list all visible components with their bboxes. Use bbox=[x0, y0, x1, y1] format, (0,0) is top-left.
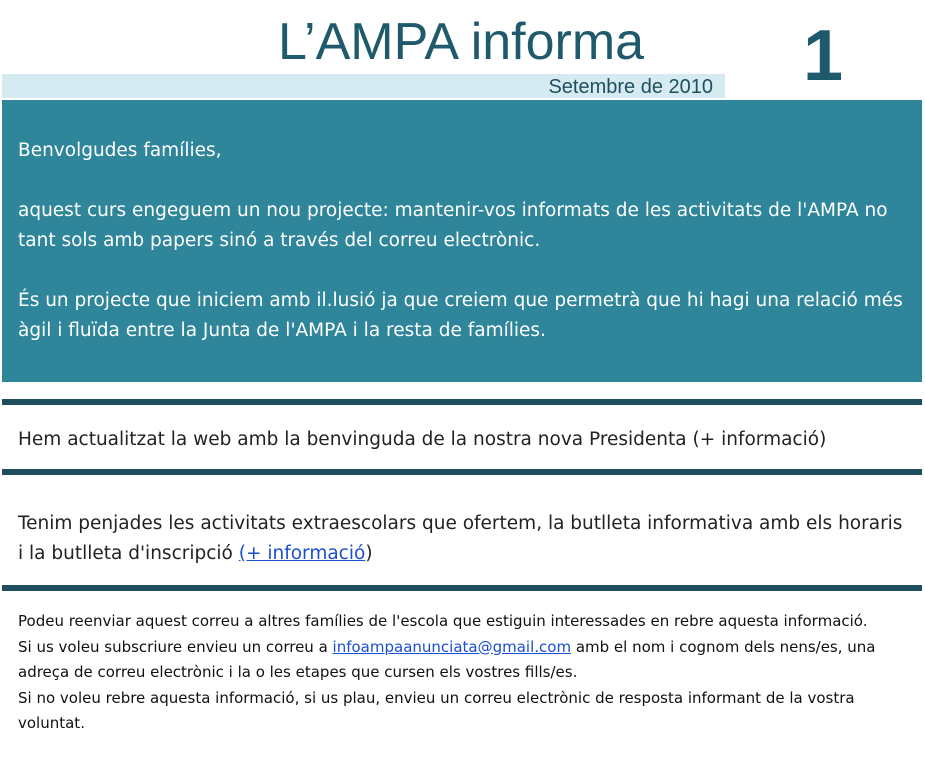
intro-box bbox=[2, 100, 922, 382]
divider-2 bbox=[2, 469, 922, 475]
news-item-activities bbox=[18, 509, 913, 569]
intro-paragraph-1: aquest curs engeguem un nou projecte: mantenir-vos informats de les activitats de l'AMPA no tant sols amb papers sinó a través del correu electrònic. bbox=[18, 200, 888, 251]
footer-subscribe-note bbox=[18, 635, 913, 686]
issue-number: 1 bbox=[803, 16, 844, 96]
divider-1 bbox=[2, 399, 922, 405]
footer-notes bbox=[18, 609, 913, 737]
issue-date: Setembre de 2010 bbox=[548, 76, 713, 98]
newsletter-title: L’AMPA informa bbox=[278, 13, 645, 71]
divider-3 bbox=[2, 585, 922, 591]
footer-forward-note: Podeu reenviar aquest correu a altres famílies de l'escola que estiguin interessades en rebre aquesta informació. bbox=[18, 612, 868, 630]
email-link[interactable]: infoampaanunciata@gmail.com bbox=[332, 637, 572, 656]
news-item-web-text: Hem actualitzat la web amb la benvinguda de la nostra nova Presidenta (+ informació) bbox=[18, 429, 827, 450]
news-item-activities-text: Tenim penjades les activitats extraescolars que ofertem, la butlleta informativa amb els horaris i la butlleta d'inscripció bbox=[18, 513, 903, 564]
more-info-link[interactable]: (+ informació bbox=[238, 543, 366, 564]
date-band bbox=[2, 74, 725, 98]
footer-unsubscribe-note: Si no voleu rebre aquesta informació, si us plau, envieu un correu electrònic de resposta informant de la vostra voluntat. bbox=[18, 688, 855, 732]
intro-paragraph-2: És un projecte que iniciem amb il.lusió ja que creiem que permetrà que hi hagi una relació més àgil i fluïda entre la Junta de l'AMPA i la resta de famílies. bbox=[18, 290, 903, 341]
intro-greeting: Benvolgudes famílies, bbox=[18, 140, 222, 161]
footer-subscribe-before: Si us voleu subscriure envieu un correu a bbox=[18, 637, 333, 656]
footer-subscribe-after: amb el nom i cognom dels nens/es, una adreça de correu electrònic i la o les etapes que cursen els vostres fills/es. bbox=[18, 637, 876, 681]
news-item-web bbox=[18, 425, 913, 455]
news-item-activities-close: ) bbox=[365, 543, 373, 564]
